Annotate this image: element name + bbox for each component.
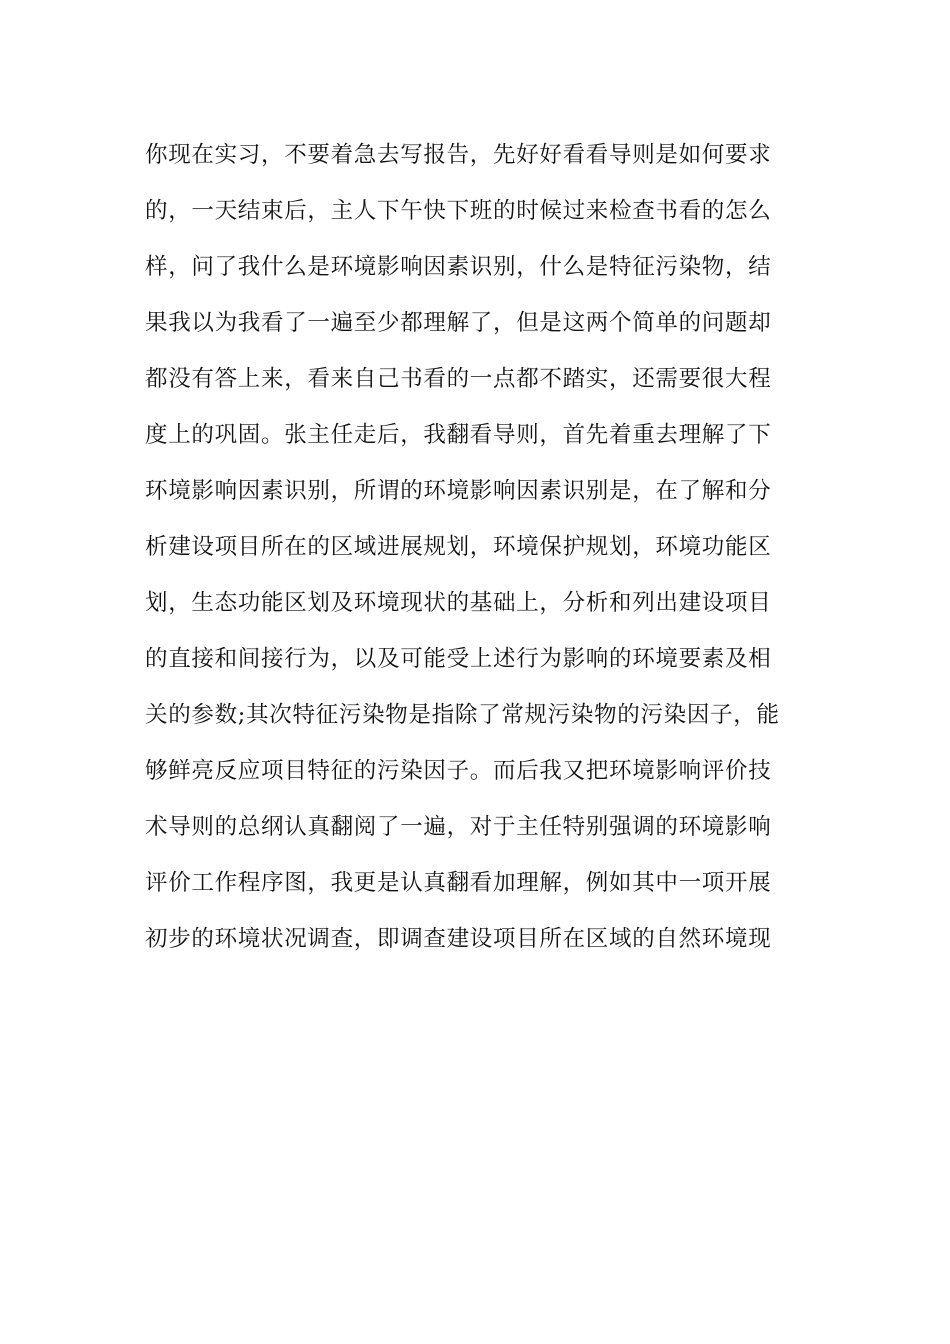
text-line: 环境影响因素识别，所谓的环境影响因素识别是，在了解和分	[145, 478, 772, 504]
text-line: 术导则的总纲认真翻阅了一遍，对于主任特别强调的环境影响	[145, 814, 772, 840]
text-line: 都没有答上来，看来自己书看的一点都不踏实，还需要很大程	[145, 366, 772, 392]
text-line: 度上的巩固。张主任走后，我翻看导则，首先着重去理解了下	[145, 422, 772, 448]
text-line: 析建设项目所在的区域进展规划，环境保护规划，环境功能区	[145, 534, 772, 560]
text-line: 你现在实习，不要着急去写报告，先好好看看导则是如何要求	[145, 142, 772, 168]
text-line: 评价工作程序图，我更是认真翻看加理解，例如其中一项开展	[145, 870, 772, 896]
text-line: 的，一天结束后，主人下午快下班的时候过来检查书看的怎么	[145, 198, 772, 224]
text-line: 够鲜亮反应项目特征的污染因子。而后我又把环境影响评价技	[145, 758, 772, 784]
text-line: 样，问了我什么是环境影响因素识别，什么是特征污染物，结	[145, 254, 772, 280]
text-line: 划，生态功能区划及环境现状的基础上，分析和列出建设项目	[145, 590, 772, 616]
text-line: 初步的环境状况调查，即调查建设项目所在区域的自然环境现	[145, 926, 772, 952]
text-line: 的直接和间接行为，以及可能受上述行为影响的环境要素及相	[145, 646, 772, 672]
text-line: 果我以为我看了一遍至少都理解了，但是这两个简单的问题却	[145, 310, 772, 336]
body-text	[145, 127, 825, 967]
text-line: 关的参数;其次特征污染物是指除了常规污染物的污染因子，能	[145, 702, 780, 728]
